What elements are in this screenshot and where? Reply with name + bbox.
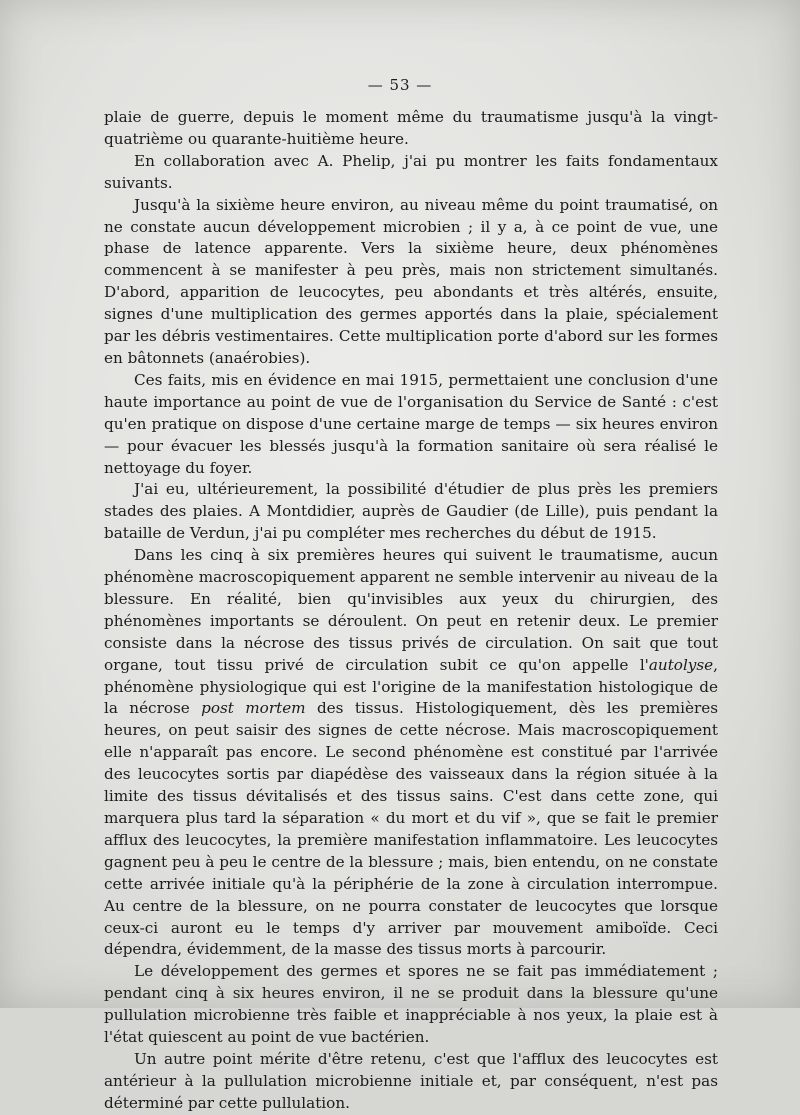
paragraph-4: Ces faits, mis en évidence en mai 1915, permettaient une conclusion d'une haute importance au point de vue de l'organisation du Service de Santé : c'est qu'en pratique on dispose d'une certaine marge de temps — six heures environ — pour évacuer les blessés jusqu'à la formation sanitaire où sera réalisé le nettoyage du foyer. <box>104 370 718 477</box>
paragraph-6-part-a: Dans les cinq à six premières heures qui suivent le traumatisme, aucun phénomène macroscopiquement apparent ne semble intervenir au niveau de la blessure. En réalité, bien qu'invisibles aux yeux du chirurgien, des phénomènes importants se déroulent. On peut en retenir deux. Le premier consiste dans la nécrose des tissus privés de circulation. On sait que tout organe, tout tissu privé de circulation subit ce qu'on appelle l' <box>104 546 718 674</box>
paragraph-5: J'ai eu, ultérieurement, la possibilité d'étudier de plus près les premiers stades des plaies. A Montdidier, auprès de Gaudier (de Lille), puis pendant la bataille de Verdun, j'ai pu compléter mes recherches du début de 1915. <box>104 480 718 543</box>
paragraph-6-part-b: , phénomène physiologique qui est l'origine de la manifestation histologique de la nécrose <box>104 655 718 718</box>
term-post-mortem: post mortem <box>201 699 306 718</box>
paragraph-6-part-c: des tissus. Histologiquement, dès les premières heures, on peut saisir des signes de cette nécrose. Mais macroscopiquement elle n'apparaît pas encore. Le second phénomène est constitué par l'arrivée des leucocytes sortis par diapédèse des vaisseaux dans la région située à la limite des tissus dévitalisés et des tissus sains. C'est dans cette zone, qui marquera plus tard la séparation « du mort et du vif », que se fait le premier afflux des leucocytes, la première manifestation inflammatoire. Les leucocytes gagnent peu à peu le centre de la blessure ; mais, bien entendu, on ne constate cette arrivée initiale qu'à la périphérie de la zone à circulation interrompue. Au centre de la blessure, on ne pourra constater de leucocytes que lorsque ceux-ci auront eu le temps d'y arriver par mouvement amiboïde. Ceci dépendra, évidemment, de la masse des tissus morts à parcourir. <box>104 699 719 959</box>
paragraph-2: En collaboration avec A. Phelip, j'ai pu montrer les faits fondamentaux suivants. <box>104 151 718 192</box>
page-number: — 53 — <box>367 76 433 94</box>
paragraph-6 <box>104 545 718 961</box>
paragraph-3: Jusqu'à la sixième heure environ, au niveau même du point traumatisé, on ne constate aucun développement microbien ; il y a, à ce point de vue, une phase de latence apparente. Vers la sixième heure, deux phénomènes commencent à se manifester à peu près, mais non strictement simultanés. D'abord, apparition de leucocytes, peu abondants et très altérés, ensuite, signes d'une multiplication des germes apportés dans la plaie, spécialement par les débris vestimentaires. Cette multiplication porte d'abord sur les formes en bâtonnets (anaérobies). <box>104 195 718 367</box>
term-autolyse: autolyse <box>648 655 714 674</box>
paragraph-8: Un autre point mérite d'être retenu, c'est que l'afflux des leucocytes est antérieur à la pullulation microbienne initiale et, par conséquent, n'est pas déterminé par cette pullulation. <box>104 1049 718 1112</box>
paragraph-1: plaie de guerre, depuis le moment même du traumatisme jusqu'à la vingt-quatrième ou quarante-huitième heure. <box>104 108 718 148</box>
body-text <box>104 107 718 1115</box>
paragraph-7: Le développement des germes et spores ne se fait pas immédiatement ; pendant cinq à six heures environ, il ne se produit dans la blessure qu'une pullulation microbienne très faible et inappréciable à nos yeux, la plaie est à l'état quiescent au point de vue bactérien. <box>104 962 718 1047</box>
